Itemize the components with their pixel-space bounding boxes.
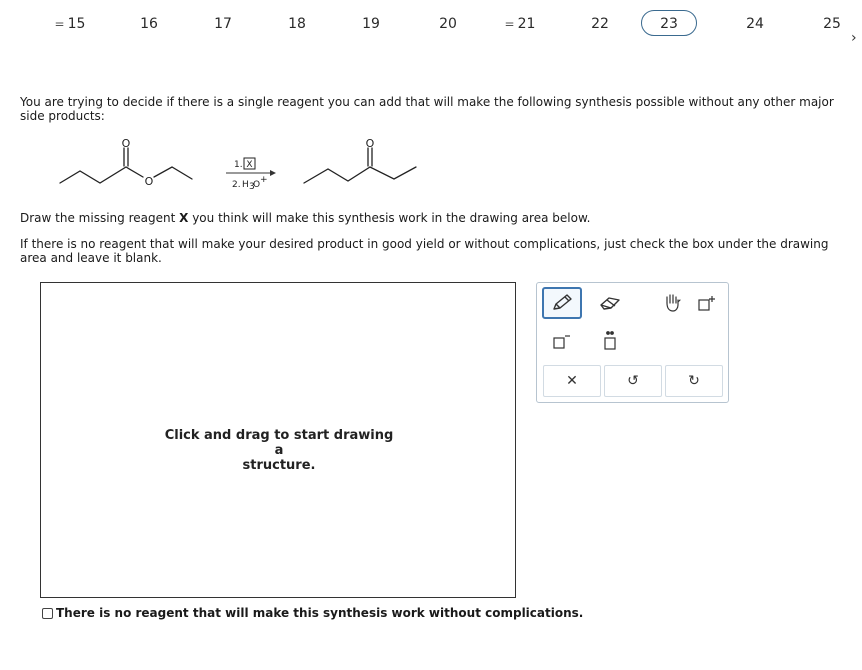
no-reagent-option[interactable]	[42, 606, 583, 620]
question-25[interactable]: 25	[823, 16, 841, 32]
no-reagent-label: There is no reagent that will make this synthesis work without complications.	[56, 606, 584, 620]
reagent-x-label: X	[246, 160, 253, 170]
reactant-carbonyl-oxygen: O	[121, 137, 131, 150]
redo-glyph: ↻	[688, 373, 700, 389]
step2-subscript: 3	[249, 182, 255, 192]
reactant-ester-oxygen: O	[144, 175, 154, 188]
question-24[interactable]: 24	[746, 16, 764, 32]
pencil-icon[interactable]	[542, 287, 582, 319]
intro-line: You are trying to decide if there is a single reagent you can add that will make the following synthesis possible without any other major	[20, 95, 834, 109]
reactant-structure	[60, 148, 192, 183]
reaction-scheme	[0, 135, 470, 200]
question-number: 21	[517, 16, 536, 32]
add-charge-icon[interactable]	[689, 287, 725, 319]
question-21[interactable]	[502, 14, 538, 34]
step2-h: H	[242, 180, 249, 190]
instruction-text	[20, 211, 590, 225]
step2-label: 2.	[232, 180, 241, 190]
flag-icon: =	[504, 17, 515, 31]
clear-glyph: ✕	[566, 373, 578, 389]
drawing-canvas[interactable]	[40, 282, 516, 598]
question-18[interactable]: 18	[288, 16, 306, 32]
instruction-variable: X	[179, 211, 189, 225]
hint-line: Click and drag to start drawing a	[164, 428, 394, 458]
instruction-tail: you think will make this synthesis work in the drawing area below.	[192, 211, 591, 225]
no-reagent-checkbox[interactable]	[42, 608, 53, 619]
redo-icon[interactable]	[665, 365, 723, 397]
product-structure	[304, 148, 416, 183]
question-23-current[interactable]: 23	[641, 10, 697, 36]
intro-line: side products:	[20, 109, 105, 123]
note-line: If there is no reagent that will make your desired product in good yield or without complications, just check the box under the drawing	[20, 237, 829, 251]
remove-charge-icon[interactable]	[546, 325, 576, 357]
question-20[interactable]: 20	[439, 16, 457, 32]
question-22[interactable]: 22	[591, 16, 609, 32]
chevron-right-icon[interactable]: ›	[851, 30, 857, 46]
question-intro	[20, 95, 834, 123]
step2-o: O	[253, 180, 261, 190]
product-carbonyl-oxygen: O	[365, 137, 375, 150]
question-19[interactable]: 19	[362, 16, 380, 32]
instruction-lead: Draw the missing reagent	[20, 211, 176, 225]
note-line: area and leave it blank.	[20, 251, 162, 265]
hint-line: structure.	[242, 458, 316, 473]
hand-icon[interactable]	[654, 287, 690, 319]
step1-label: 1.	[234, 160, 243, 170]
drawing-hint	[159, 428, 399, 473]
question-number: 15	[67, 16, 86, 32]
undo-glyph: ↺	[627, 373, 639, 389]
eraser-icon[interactable]	[592, 287, 628, 319]
drawing-toolbox	[536, 282, 729, 403]
question-15[interactable]	[52, 14, 88, 34]
step2-superscript: +	[260, 175, 268, 185]
question-nav	[0, 0, 862, 52]
lone-pair-icon[interactable]	[592, 325, 628, 357]
no-reagent-note	[20, 237, 828, 265]
question-17[interactable]: 17	[214, 16, 232, 32]
flag-icon: =	[54, 17, 65, 31]
question-16[interactable]: 16	[140, 16, 158, 32]
clear-icon[interactable]	[543, 365, 601, 397]
reaction-arrow	[226, 158, 276, 192]
undo-icon[interactable]	[604, 365, 662, 397]
